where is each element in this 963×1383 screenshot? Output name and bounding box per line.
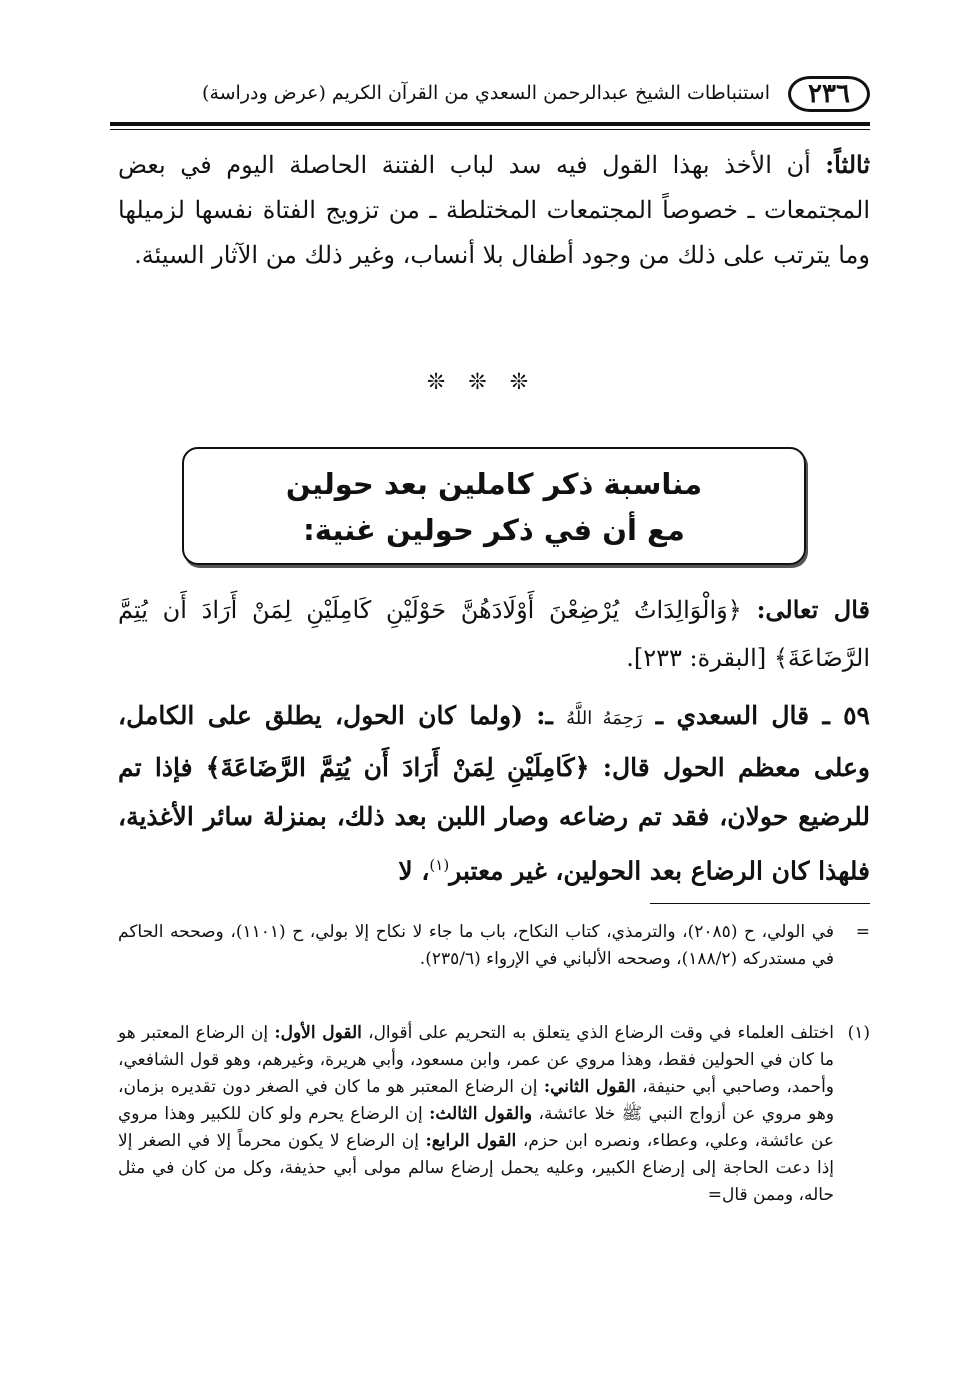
section-title-line2: مع أن في ذكر حولين غنية: [303, 513, 685, 547]
footnote-separator [650, 903, 870, 904]
footnote-1-marker: (١) [847, 1023, 870, 1043]
section-separator: ❊ ❊ ❊ [426, 370, 537, 395]
footnote-1-label1: القول الأول: [274, 1023, 362, 1043]
footnote-1-part3: إن الرضاع المعتبر هو ما كان في الصغر دون تقديره بزمان، وهو مروي عن أزواج النبي ﷺ خلا عائشة، [118, 1077, 835, 1124]
section-title-line1: مناسبة ذكر كاملين بعد حولين [285, 467, 703, 501]
header-rule [110, 122, 870, 126]
running-header [110, 70, 870, 122]
commentary-number: ٥٩ ـ [822, 701, 870, 730]
intro-text: أن الأخذ بهذا القول فيه سد لباب الفتنة الحاصلة اليوم في بعض المجتمعات ـ خصوصاً المجتمعات المختلطة ـ من تزويج الفتاة نفسها لزميلها وما يترتب على ذلك من وجود أطفال بلا أنساب، وغير ذلك من الآثار السيئة. [118, 151, 870, 269]
footnote-1-label3: والقول الثالث: [429, 1104, 533, 1124]
header-rule-thin [110, 129, 870, 130]
footnote-1-part4: إن الرضاع يحرم ولو كان للكبير وهذا مروي عن عائشة، وعلي، وعطاء، ونصره ابن حزم، [118, 1104, 834, 1151]
footnote-1-text [118, 1020, 834, 1209]
footnote-1-part2: إن الرضاع المعتبر هو ما كان في الحولين فقط، وهذا مروي عن عمر، وابن مسعود، وأبي هريرة، وغيرهم، وهو قول الشافعي، وأحمد، وصاحبي أبي حنيفة، [118, 1023, 834, 1097]
footnote-1-label2: القول الثاني: [543, 1077, 636, 1097]
quran-verse: ﴿وَالْوَالِدَاتُ يُرْضِعْنَ أَوْلَادَهُنَّ حَوْلَيْنِ كَامِلَيْنِ لِمَنْ أَرَادَ أَن يُتِمَّ الرَّضَاعَةَ﴾ [118, 596, 870, 672]
honorific: رَحِمَهُ اللَّهُ [566, 708, 643, 729]
commentary-dash: ـ: [536, 701, 553, 730]
intro-lead: ثالثاً: [825, 150, 871, 179]
footnote-continuation-text: في الولي، ح (٢٠٨٥)، والترمذي، كتاب النكاح، باب ما جاء لا نكاح إلا بولي، ح (١١٠١)، وصححه الحاكم في مستدركه (١٨٨/٢)، وصححه الألباني في الإرواء (٢٣٥/٦). [118, 922, 834, 969]
page-number-badge [788, 76, 870, 112]
verse-intro: قال تعالى: [756, 595, 870, 624]
footnote-continuation [118, 919, 870, 973]
running-title: استنباطات الشيخ عبدالرحمن السعدي من القرآن الكريم (عرض ودراسة) [202, 82, 770, 104]
page-number: ٢٣٦ [808, 79, 850, 109]
footnote-1-part1: اختلف العلماء في وقت الرضاع الذي يتعلق به التحريم على أقوال، [368, 1023, 835, 1043]
footnote-1-label4: القول الرابع: [425, 1131, 517, 1151]
footnote-continuation-marker: = [855, 922, 870, 942]
commentary-text-end: ، لا [398, 856, 430, 886]
commentary-text: (ولما كان الحول، يطلق على الكامل، وعلى معظم الحول قال: ﴿كَامِلَيْنِ لِمَنْ أَرَادَ أَن يُتِمَّ الرَّضَاعَةَ﴾ فإذا تم للرضيع حولان، فقد تم رضاعه وصار اللبن بعد ذلك، بمنزلة سائر الأغذية، فلهذا كان الرضاع بعد الحولين، غير معتبر [118, 701, 870, 886]
intro-paragraph [118, 142, 870, 278]
commentary-paragraph [118, 691, 870, 895]
commentary-intro: قال السعدي ـ [655, 701, 810, 730]
footnote-reference[interactable]: (١) [429, 856, 450, 874]
verse-paragraph [118, 586, 870, 682]
footnote-1 [118, 1020, 870, 1209]
section-heading-box [182, 447, 806, 565]
footnote-1-part5: إن الرضاع لا يكون محرماً إلا في الصغر إلا إذا دعت الحاجة إلى إرضاع الكبير، وعليه يحمل إرضاع سالم مولى أبي حذيفة، وكل من كان في مثل حاله، وممن قال= [118, 1131, 834, 1205]
verse-reference: [البقرة: ٢٣٣]. [626, 644, 767, 672]
